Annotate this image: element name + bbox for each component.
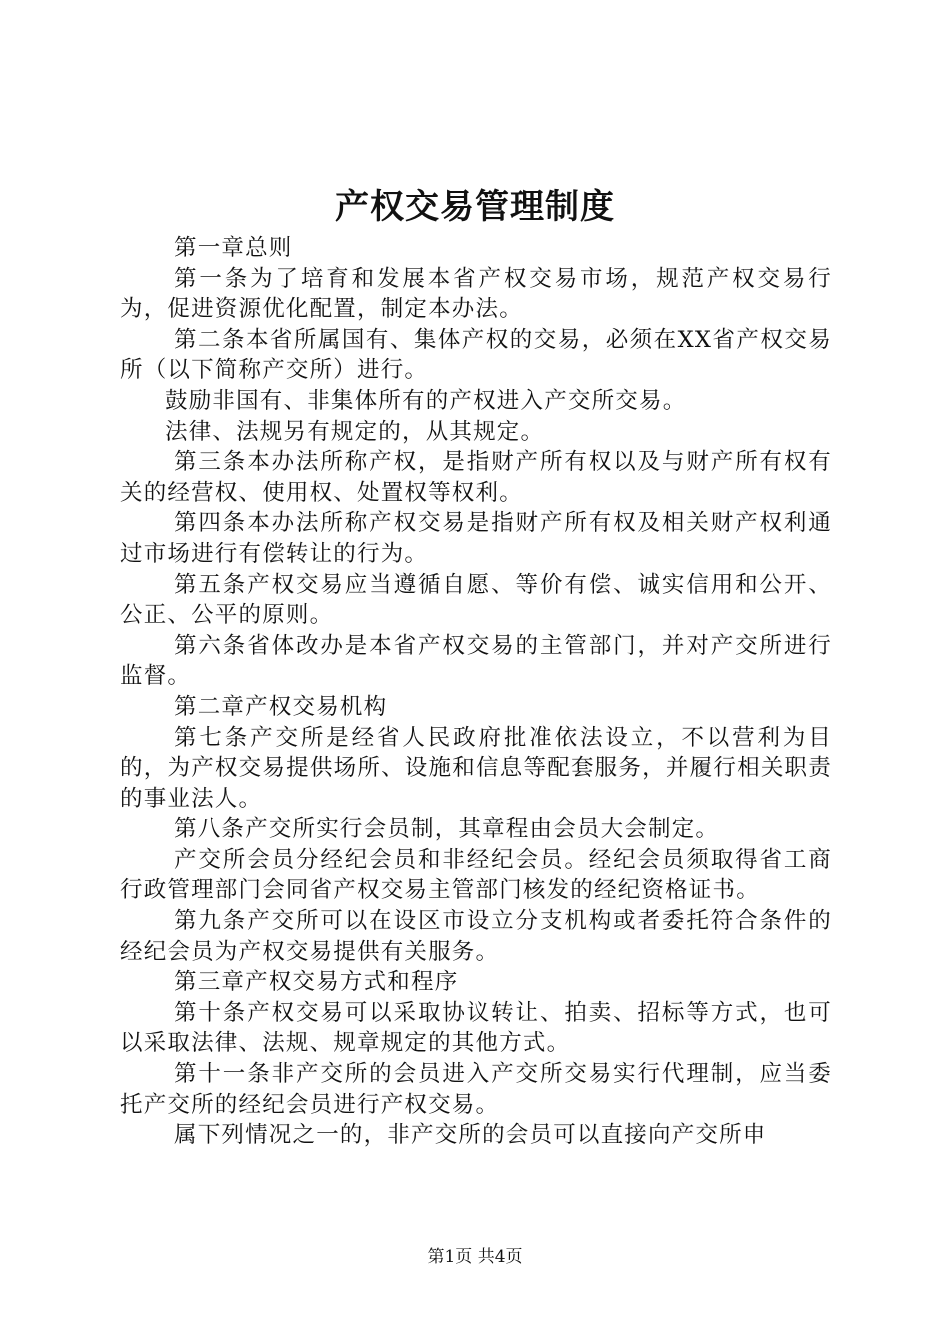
paragraph: 第十一条非产交所的会员进入产交所交易实行代理制，应当委托产交所的经纪会员进行产权交易。: [120, 1061, 832, 1118]
paragraph: 第六条省体改办是本省产权交易的主管部门，并对产交所进行监督。: [120, 632, 832, 690]
section-heading: 第八条产交所实行会员制，其章程由会员大会制定。: [174, 816, 720, 843]
paragraph: 第二条本省所属国有、集体产权的交易，必须在XX省产权交易所（以下简称产交所）进行。: [120, 326, 832, 384]
paragraph: 第一条为了培育和发展本省产权交易市场，规范产权交易行为，促进资源优化配置，制定本办法。: [120, 265, 832, 323]
section-heading: 第三章产权交易方式和程序: [174, 969, 459, 996]
paragraph: 鼓励非国有、非集体所有的产权进入产交所交易。: [165, 387, 687, 414]
paragraph: 第三条本办法所称产权，是指财产所有权以及与财产所有权有关的经营权、使用权、处置权等权利。: [120, 449, 832, 506]
paragraph: 第九条产交所可以在设区市设立分支机构或者委托符合条件的经纪会员为产权交易提供有关服务。: [120, 908, 832, 965]
paragraph: 第五条产权交易应当遵循自愿、等价有偿、诚实信用和公开、公正、公平的原则。: [120, 571, 832, 629]
paragraph: 法律、法规另有规定的，从其规定。: [165, 418, 545, 445]
section-heading: 第二章产权交易机构: [174, 693, 388, 720]
paragraph: 属下列情况之一的，非产交所的会员可以直接向产交所申: [174, 1122, 767, 1149]
document-body: [120, 233, 832, 1151]
paragraph: 产交所会员分经纪会员和非经纪会员。经纪会员须取得省工商行政管理部门会同省产权交易主管部门核发的经纪资格证书。: [120, 846, 832, 904]
document-title: 产权交易管理制度: [335, 187, 615, 227]
section-heading: 第一章总则: [174, 235, 293, 261]
paragraph: 第七条产交所是经省人民政府批准依法设立，不以营利为目的，为产权交易提供场所、设施和信息等配套服务，并履行相关职责的事业法人。: [120, 724, 832, 812]
page-footer: 第1页 共4页: [427, 1247, 523, 1267]
paragraph: 第十条产权交易可以采取协议转让、拍卖、招标等方式，也可以采取法律、法规、规章规定的其他方式。: [120, 999, 832, 1057]
paragraph: 第四条本办法所称产权交易是指财产所有权及相关财产权利通过市场进行有偿转让的行为。: [120, 510, 832, 567]
